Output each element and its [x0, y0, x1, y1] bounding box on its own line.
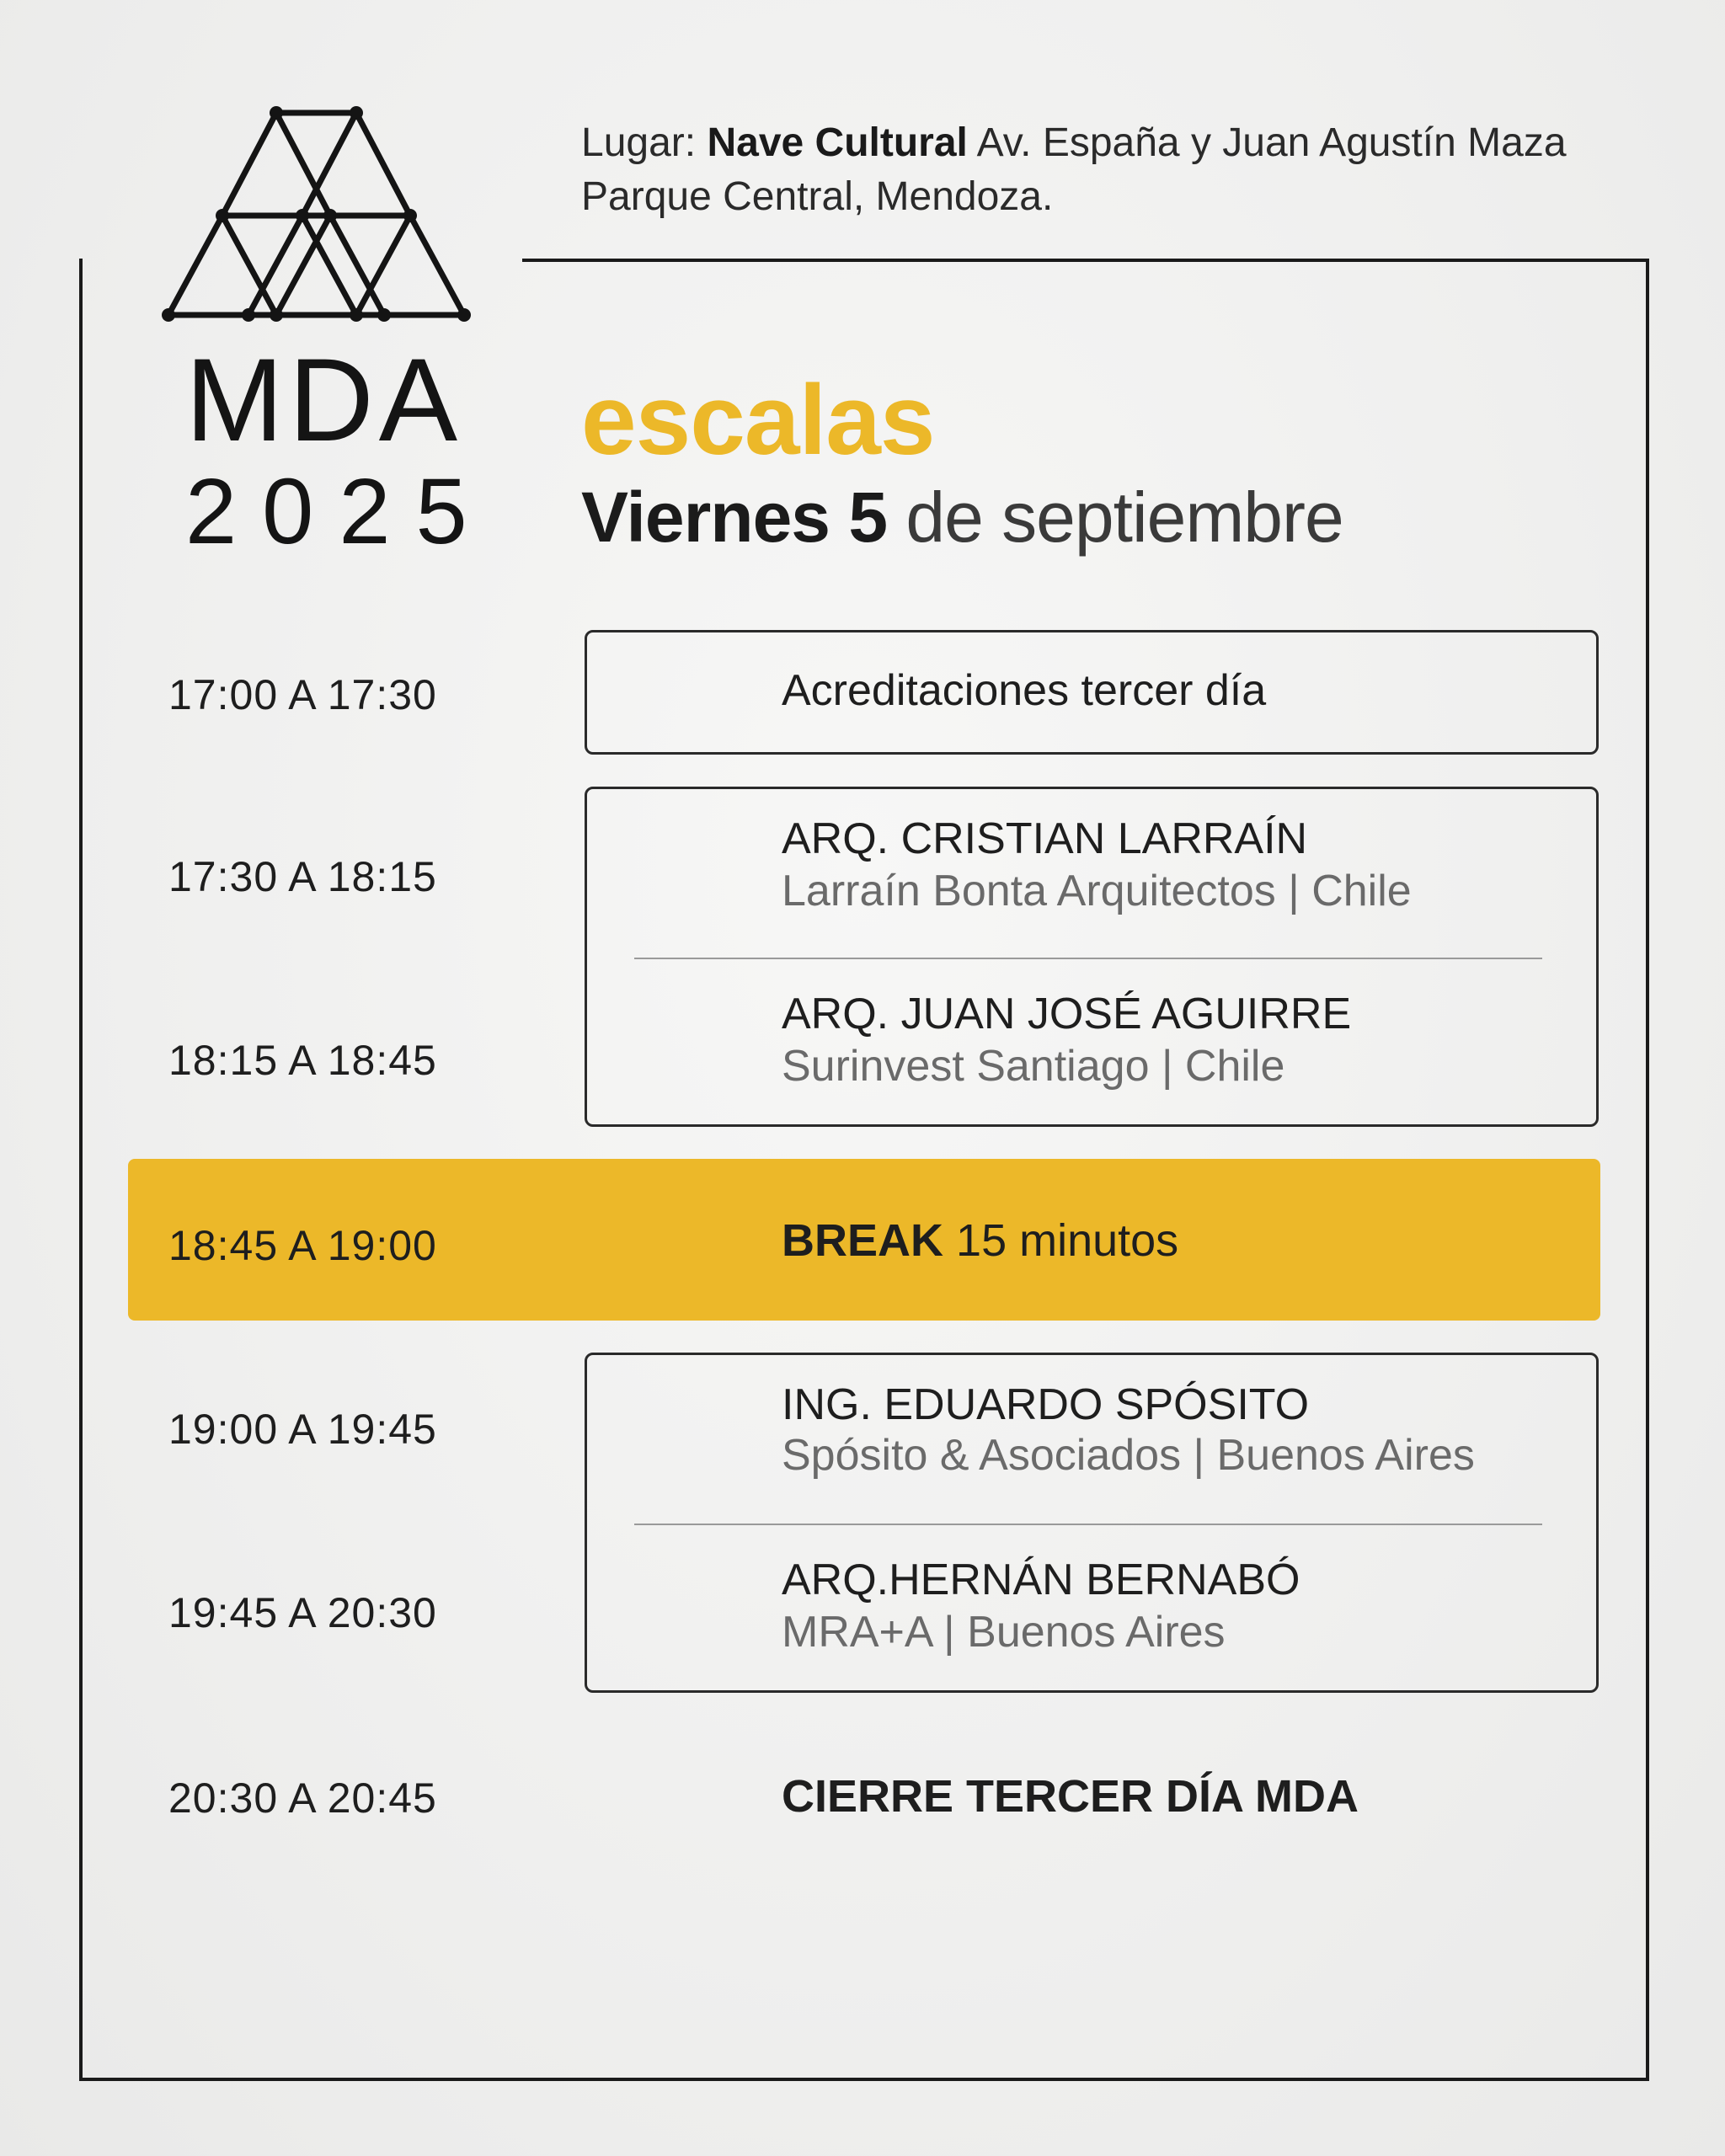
event-day: Viernes 5: [581, 478, 888, 557]
venue-info: [581, 116, 1634, 224]
event-name: escalas: [581, 365, 935, 476]
speaker-name: ARQ. CRISTIAN LARRAÍN: [782, 814, 1308, 863]
closing-title: CIERRE TERCER DÍA MDA: [782, 1771, 1359, 1822]
venue-place: Nave Cultural: [707, 120, 968, 165]
time-talk-1: 17:30 A 18:15: [168, 853, 437, 900]
box-divider: [634, 958, 1542, 959]
box-divider: [634, 1524, 1542, 1525]
acreditaciones-title: Acreditaciones tercer día: [782, 666, 1267, 715]
time-talk-2: 18:15 A 18:45: [168, 1037, 437, 1084]
event-date: [581, 478, 1343, 557]
break-label: [782, 1215, 1179, 1266]
speaker-affiliation: Surinvest Santiago | Chile: [782, 1042, 1285, 1091]
time-acreditaciones: 17:00 A 17:30: [168, 671, 437, 718]
logo-wordmark: MDA: [185, 334, 463, 466]
triangle-lattice-icon: [158, 103, 478, 328]
break-duration: 15 minutos: [956, 1215, 1179, 1266]
venue-label: Lugar:: [581, 120, 697, 165]
frame-bottom-line: [79, 2078, 1649, 2081]
venue-city: Parque Central, Mendoza.: [581, 174, 1054, 219]
speaker-name: ING. EDUARDO SPÓSITO: [782, 1380, 1310, 1429]
venue-address: Av. España y Juan Agustín Maza: [976, 120, 1567, 165]
logo-year: 2025: [185, 460, 493, 563]
time-break: 18:45 A 19:00: [168, 1222, 437, 1269]
speaker-affiliation: Spósito & Asociados | Buenos Aires: [782, 1431, 1475, 1480]
time-closing: 20:30 A 20:45: [168, 1774, 437, 1822]
event-month: de septiembre: [905, 478, 1343, 557]
frame-right-line: [1646, 259, 1649, 2081]
speaker-name: ARQ.HERNÁN BERNABÓ: [782, 1556, 1300, 1604]
frame-top-line: [522, 259, 1649, 262]
break-bar: [128, 1159, 1600, 1321]
break-strong: BREAK: [782, 1215, 944, 1266]
speaker-name: ARQ. JUAN JOSÉ AGUIRRE: [782, 990, 1352, 1038]
frame-left-line: [79, 259, 83, 2081]
speaker-affiliation: Larraín Bonta Arquitectos | Chile: [782, 867, 1412, 915]
speaker-affiliation: MRA+A | Buenos Aires: [782, 1608, 1226, 1657]
time-talk-3: 19:00 A 19:45: [168, 1406, 437, 1453]
time-talk-4: 19:45 A 20:30: [168, 1589, 437, 1636]
